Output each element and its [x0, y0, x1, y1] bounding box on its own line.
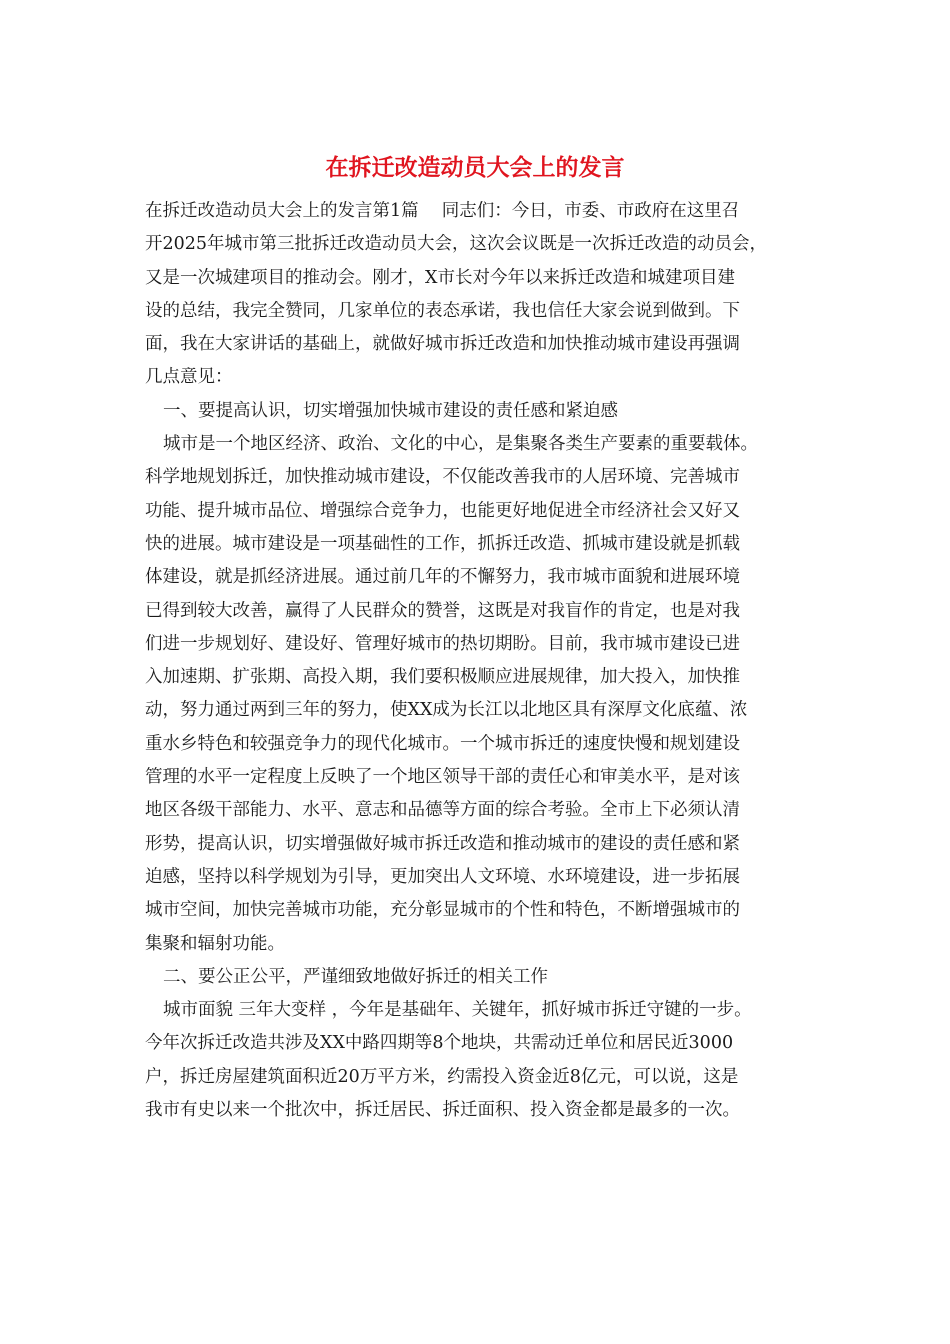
- text-line: 功能、提升城市品位、增强综合竞争力，也能更好地促进全市经济社会又好又: [145, 500, 740, 521]
- text-line: 科学地规划拆迁，加快推动城市建设，不仅能改善我市的人居环境、完善城市: [145, 467, 740, 488]
- text-line: 动，努力通过两到三年的努力，使XX成为长江以北地区具有深厚文化底蕴、浓: [145, 700, 748, 721]
- text-line: 地区各级干部能力、水平、意志和品德等方面的综合考验。全市上下必须认清: [145, 800, 740, 821]
- text-line: 快的进展。城市建设是一项基础性的工作，抓拆迁改造、抓城市建设就是抓载: [145, 533, 740, 554]
- text-line: 我市有史以来一个批次中，拆迁居民、拆迁面积、投入资金都是最多的一次。: [145, 1100, 740, 1121]
- text-line: 城市是一个地区经济、政治、文化的中心，是集聚各类生产要素的重要载体。: [163, 434, 758, 455]
- text-line: 集聚和辐射功能。: [145, 933, 285, 954]
- text-line: 形势，提高认识，切实增强做好城市拆迁改造和推动城市的建设的责任感和紧: [145, 833, 740, 854]
- text-line: 几点意见：: [145, 367, 233, 388]
- text-line: 户，拆迁房屋建筑面积近20万平方米，约需投入资金近8亿元，可以说，这是: [145, 1066, 739, 1087]
- text-line: 管理的水平一定程度上反映了一个地区领导干部的责任心和审美水平，是对该: [145, 767, 740, 788]
- text-line: 迫感，坚持以科学规划为引导，更加突出人文环境、水环境建设，进一步拓展: [145, 866, 740, 887]
- section-heading: 一、要提高认识，切实增强加快城市建设的责任感和紧迫感: [163, 400, 618, 421]
- text-line: 在拆迁改造动员大会上的发言第1篇 同志们：今日，市委、市政府在这里召: [145, 201, 740, 221]
- text-line: 面，我在大家讲话的基础上，就做好城市拆迁改造和加快推动城市建设再强调: [145, 334, 740, 355]
- document-title: 在拆迁改造动员大会上的发言: [325, 154, 625, 181]
- text-line: 城市面貌 三年大变样 ，今年是基础年、关键年，抓好城市拆迁守键的一步。: [163, 1000, 752, 1021]
- text-line: 体建设，就是抓经济进展。通过前几年的不懈努力，我市城市面貌和进展环境: [145, 567, 740, 588]
- text-line: 入加速期、扩张期、高投入期，我们要积极顺应进展规律，加大投入，加快推: [145, 667, 740, 688]
- text-line: 城市空间，加快完善城市功能，充分彰显城市的个性和特色，不断增强城市的: [145, 900, 740, 921]
- text-line: 重水乡特色和较强竞争力的现代化城市。一个城市拆迁的速度快慢和规划建设: [145, 733, 740, 754]
- text-line: 又是一次城建项目的推动会。刚才，X市长对今年以来拆迁改造和城建项目建: [145, 267, 735, 288]
- text-line: 们进一步规划好、建设好、管理好城市的热切期盼。目前，我市城市建设已进: [145, 633, 740, 654]
- text-line: 设的总结，我完全赞同，几家单位的表态承诺，我也信任大家会说到做到。下: [145, 300, 740, 321]
- text-line: 今年次拆迁改造共涉及XX中路四期等8个地块，共需动迁单位和居民近3000: [145, 1033, 734, 1054]
- text-line: 开2025年城市第三批拆迁改造动员大会，这次会议既是一次拆迁改造的动员会，: [145, 234, 768, 255]
- document-body: [145, 195, 825, 1127]
- text-line: 已得到较大改善，赢得了人民群众的赞誉，这既是对我盲作的肯定，也是对我: [145, 600, 740, 621]
- section-heading: 二、要公正公平，严谨细致地做好拆迁的相关工作: [163, 966, 548, 987]
